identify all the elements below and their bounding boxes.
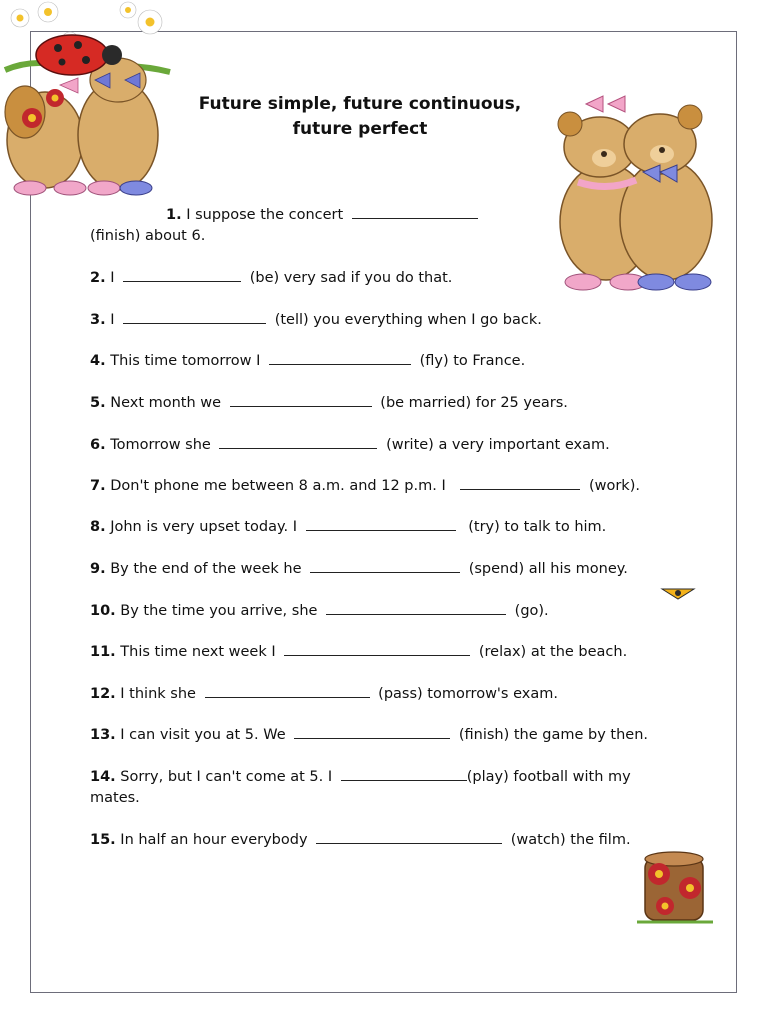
exercise-text: (tell) you everything when I go back. — [274, 312, 542, 328]
exercise-text: (try) to talk to him. — [468, 519, 607, 535]
teddy-bears-ladybug-illustration — [0, 0, 180, 200]
exercise-text: I suppose the concert — [186, 207, 344, 223]
answer-blank[interactable] — [284, 642, 470, 656]
exercise-number: 6. — [90, 437, 106, 453]
exercise-number: 7. — [90, 478, 106, 494]
exercise-number: 12. — [90, 686, 116, 702]
exercise-10 — [90, 601, 670, 622]
exercise-text: Don't phone me between 8 a.m. and 12 p.m. I — [110, 478, 446, 494]
exercise-text: Tomorrow she — [110, 437, 211, 453]
exercise-number: 1. — [166, 207, 182, 223]
answer-blank[interactable] — [341, 767, 467, 781]
exercise-text: Next month we — [110, 395, 222, 411]
exercise-text: (pass) tomorrow's exam. — [378, 686, 558, 702]
exercise-12 — [90, 684, 670, 705]
exercise-text: (finish) about 6. — [90, 228, 206, 244]
worksheet-title — [170, 92, 550, 142]
exercise-4 — [90, 351, 670, 372]
exercise-text: John is very upset today. I — [110, 519, 298, 535]
exercise-9 — [90, 559, 670, 580]
exercise-text: (spend) all his money. — [468, 561, 628, 577]
exercise-text: (play) football with my — [466, 769, 631, 785]
answer-blank[interactable] — [230, 393, 372, 407]
exercise-1 — [90, 205, 670, 226]
answer-blank[interactable] — [310, 559, 460, 573]
tree-stump-flowers-illustration — [635, 850, 715, 925]
exercise-text: By the end of the week he — [110, 561, 302, 577]
exercise-14-continued — [90, 788, 670, 809]
exercise-text: This time tomorrow I — [110, 353, 261, 369]
exercise-2 — [90, 268, 670, 289]
hugging-teddy-bears-illustration — [548, 92, 720, 294]
exercise-number: 10. — [90, 603, 116, 619]
exercise-11 — [90, 642, 670, 663]
exercise-text: (write) a very important exam. — [386, 437, 610, 453]
exercise-1-continued — [90, 226, 670, 247]
exercise-number: 13. — [90, 727, 116, 743]
exercise-text: I — [110, 270, 115, 286]
exercise-text: (be married) for 25 years. — [380, 395, 568, 411]
exercise-6 — [90, 435, 670, 456]
answer-blank[interactable] — [269, 351, 411, 365]
exercise-number: 8. — [90, 519, 106, 535]
exercise-number: 5. — [90, 395, 106, 411]
exercise-text: (go). — [514, 603, 549, 619]
exercise-15 — [90, 830, 670, 851]
answer-blank[interactable] — [460, 476, 580, 490]
answer-blank[interactable] — [352, 205, 478, 219]
exercise-number: 9. — [90, 561, 106, 577]
answer-blank[interactable] — [326, 601, 506, 615]
exercise-number: 14. — [90, 769, 116, 785]
answer-blank[interactable] — [205, 684, 370, 698]
exercise-text: In half an hour everybody — [120, 832, 308, 848]
answer-blank[interactable] — [123, 268, 241, 282]
answer-blank[interactable] — [219, 435, 377, 449]
exercise-7 — [90, 476, 670, 497]
exercise-text: Sorry, but I can't come at 5. I — [120, 769, 333, 785]
exercise-number: 15. — [90, 832, 116, 848]
exercise-text: By the time you arrive, she — [120, 603, 318, 619]
answer-blank[interactable] — [306, 517, 456, 531]
title-line-1: Future simple, future continuous, — [198, 94, 522, 114]
exercise-text: (fly) to France. — [419, 353, 526, 369]
exercise-number: 4. — [90, 353, 106, 369]
exercise-text: (finish) the game by then. — [458, 727, 649, 743]
exercise-text: I can visit you at 5. We — [120, 727, 286, 743]
title-line-2: future perfect — [292, 119, 428, 139]
exercise-5 — [90, 393, 670, 414]
answer-blank[interactable] — [316, 830, 502, 844]
exercise-3 — [90, 310, 670, 331]
answer-blank[interactable] — [123, 310, 266, 324]
exercise-text: I think she — [120, 686, 196, 702]
exercise-number: 3. — [90, 312, 106, 328]
exercise-number: 11. — [90, 644, 116, 660]
exercise-13 — [90, 725, 670, 746]
exercise-text: (relax) at the beach. — [478, 644, 628, 660]
answer-blank[interactable] — [294, 725, 450, 739]
exercise-14 — [90, 767, 670, 788]
exercise-8 — [90, 517, 670, 538]
exercise-text: This time next week I — [120, 644, 276, 660]
exercise-number: 2. — [90, 270, 106, 286]
exercise-text: (work). — [588, 478, 640, 494]
exercise-text: (watch) the film. — [510, 832, 631, 848]
exercise-text: mates. — [90, 790, 140, 806]
exercise-text: (be) very sad if you do that. — [249, 270, 453, 286]
bee-icon — [660, 585, 696, 601]
exercise-text: I — [110, 312, 115, 328]
